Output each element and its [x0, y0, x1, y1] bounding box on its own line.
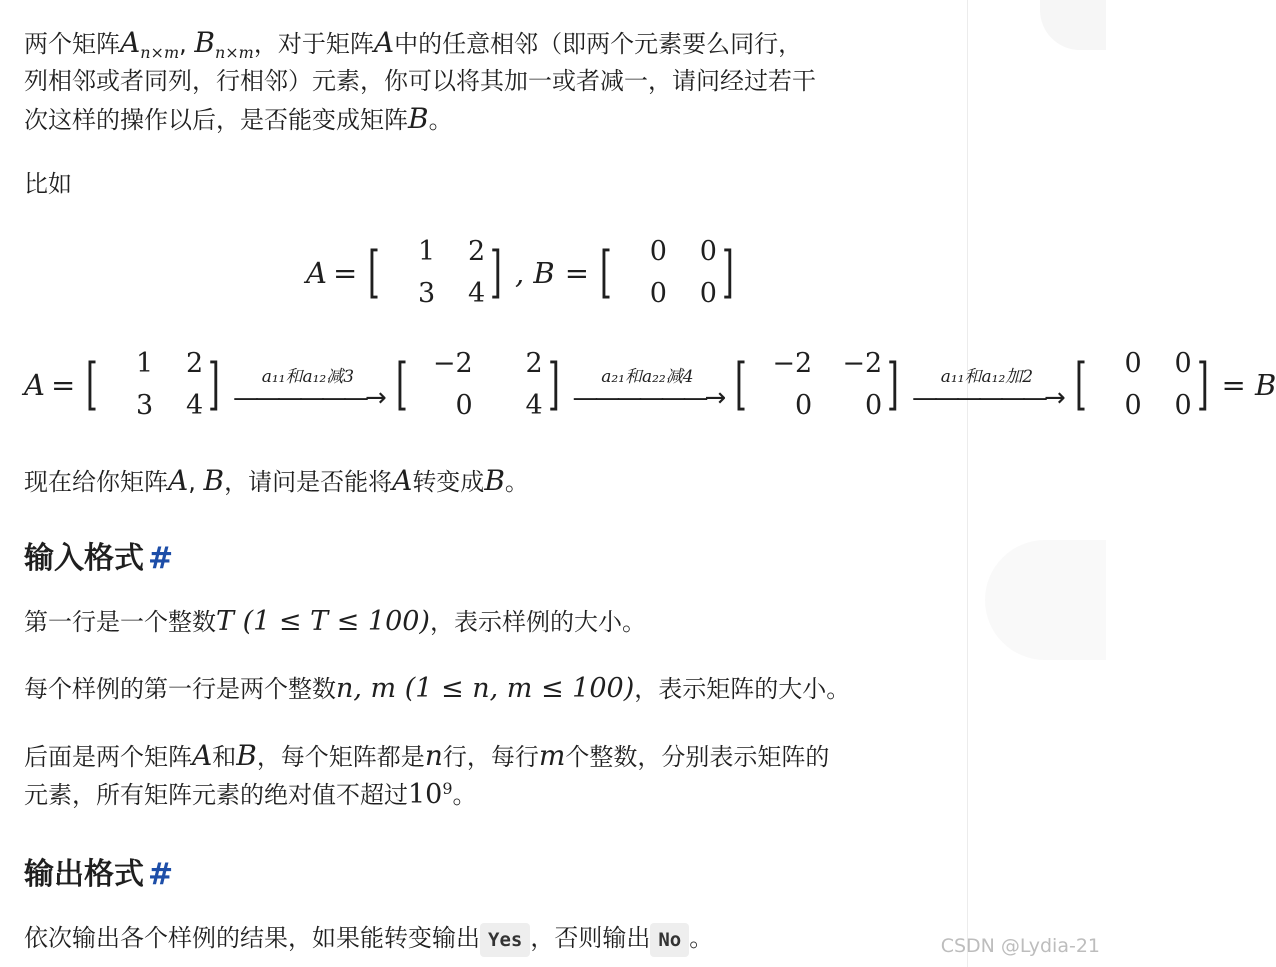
matrix-cell: 2 [525, 348, 543, 379]
bracket-left: [ [368, 240, 381, 305]
bracket-left: [ [86, 352, 99, 417]
input-text: 和 [212, 743, 237, 771]
bracket-right: ] [721, 240, 734, 305]
bracket-right: ] [208, 352, 221, 417]
input-text: ，表示矩阵的大小。 [634, 675, 851, 703]
bracket-left: [ [1074, 352, 1087, 417]
sidebar-ghost-shape [985, 540, 1106, 660]
matrix-cell: −2 [772, 348, 813, 379]
step-label: a₁₁和a₁₂加2 [940, 366, 1034, 387]
bracket-left: [ [395, 352, 408, 417]
matrix-cell: −2 [432, 348, 473, 379]
input-text: 后面是两个矩阵 [24, 743, 192, 771]
math-subscript: n×m [140, 42, 180, 62]
math-B: B [484, 464, 505, 497]
bracket-right: ] [1196, 352, 1209, 417]
matrix-grid [752, 344, 882, 426]
arrow-icon: ——————→ [912, 382, 1062, 413]
chain-matrix-1 [391, 344, 565, 426]
heading-text: 输出格式 [24, 857, 144, 892]
heading-anchor-link[interactable]: # [148, 857, 174, 892]
matrix-cell: −2 [842, 348, 883, 379]
matrix-cell: 2 [185, 348, 204, 379]
bracket-right: ] [490, 240, 503, 305]
math-m: m [538, 739, 566, 772]
math-exponent: 9 [442, 779, 453, 798]
chain-A-label: A [24, 368, 45, 402]
intro-text: 列相邻或者同列，行相邻）元素，你可以将其加一或者减一，请问经过若干 [24, 67, 816, 95]
chain-final: = B [1221, 368, 1276, 402]
example-label: 比如 [24, 170, 72, 198]
matrix-cell: 0 [794, 390, 813, 421]
math-A: A [373, 26, 395, 59]
step-arrow-2 [572, 362, 723, 413]
matrix-grid [413, 344, 543, 426]
eq-A-label: A [306, 256, 327, 290]
matrix-cell: 3 [135, 390, 154, 421]
matrix-cell: 4 [185, 390, 204, 421]
math-subscript: n×m [214, 42, 254, 62]
intro-text: 。 [428, 106, 453, 134]
question-text: 转变成 [412, 468, 485, 496]
input-text: ，表示样例的大小。 [429, 608, 646, 636]
math-A: A [168, 464, 189, 497]
matrix-cell: 1 [135, 348, 154, 379]
example-equation [306, 232, 739, 314]
input-text: 元素，所有矩阵元素的绝对值不超过 [24, 781, 408, 809]
arrow-icon: ——————→ [232, 382, 383, 413]
matrix-cell: 0 [699, 236, 717, 267]
heading-text: 输入格式 [24, 541, 144, 576]
input-line-2 [24, 670, 850, 708]
math-A: A [120, 26, 141, 59]
input-text: 个整数，分别表示矩阵的 [565, 743, 830, 771]
input-text: 第一行是一个整数 [24, 608, 216, 636]
matrix-cell: 4 [525, 390, 543, 421]
eq-sign: = [564, 256, 590, 290]
output-text: 。 [689, 924, 714, 952]
step-label: a₂₁和a₂₂减4 [601, 366, 694, 387]
intro-paragraph: 两个矩阵$A_{n\times m}$, $B_{n\times m}$，对于矩阵A中的任意相邻（即两个元素要么同行， 列相邻或者同列，行相邻）元素，你可以将其加一或者减一，请问经过若干 次这样的操作以后，是否能变成矩阵B。 [24, 26, 816, 135]
input-format-heading [24, 539, 173, 579]
matrix-cell: 0 [1124, 348, 1142, 379]
matrix-cell: 0 [455, 390, 473, 421]
sidebar-divider [967, 0, 968, 967]
bracket-right: ] [887, 352, 900, 417]
math-T-range: T (1 ≤ T ≤ 100) [216, 606, 430, 637]
matrix-cell: 0 [699, 278, 717, 309]
matrix-grid [385, 232, 485, 314]
matrix-cell: 3 [417, 278, 436, 309]
code-yes: Yes [480, 923, 530, 957]
input-line-1 [24, 603, 646, 641]
matrix-A [363, 232, 507, 314]
matrix-cell: 0 [1174, 348, 1192, 379]
matrix-cell: 4 [467, 278, 486, 309]
math-power-base: 10 [408, 779, 443, 810]
sidebar-ghost-top [1040, 0, 1106, 50]
code-no: No [650, 923, 689, 957]
intro-text: 两个矩阵 [24, 30, 120, 58]
matrix-cell: 0 [1174, 390, 1192, 421]
math-nm-range: n, m (1 ≤ n, m ≤ 100) [336, 673, 635, 704]
math-B: B [408, 102, 429, 135]
math-A: A [192, 739, 213, 772]
chain-matrix-3 [1070, 344, 1214, 426]
heading-anchor-link[interactable]: # [148, 541, 174, 576]
intro-text: 次这样的操作以后，是否能变成矩阵 [24, 106, 408, 134]
question-text: 现在给你矩阵 [24, 468, 168, 496]
eq-B-label: , B [514, 256, 555, 290]
input-text: 行，每行 [442, 743, 539, 771]
matrix-cell: 1 [417, 236, 436, 267]
math-B: B [236, 739, 257, 772]
question-paragraph: 现在给你矩阵A, B，请问是否能将A转变成B。 [24, 464, 529, 497]
matrix-cell: 2 [467, 236, 486, 267]
bracket-left: [ [735, 352, 748, 417]
bracket-left: [ [599, 240, 612, 305]
math-n: n [424, 739, 443, 772]
eq-sign: = [50, 368, 76, 402]
output-line [24, 920, 713, 959]
matrix-cell: 0 [864, 390, 883, 421]
output-format-heading [24, 855, 173, 895]
chain-matrix-start [81, 344, 225, 426]
matrix-cell: 0 [649, 278, 667, 309]
step-arrow-1 [232, 362, 383, 413]
bracket-right: ] [547, 352, 560, 417]
chain-matrix-2 [730, 344, 904, 426]
input-text: 。 [452, 781, 477, 809]
output-text: ，否则输出 [530, 924, 651, 952]
eq-sign: = [332, 256, 358, 290]
input-text: 每个样例的第一行是两个整数 [24, 675, 336, 703]
question-text: ，请问是否能将 [224, 468, 393, 496]
matrix-grid [617, 232, 717, 314]
matrix-grid [1092, 344, 1192, 426]
intro-text: 中的任意相邻（即两个元素要么同行， [394, 30, 803, 58]
math-B: B [203, 464, 225, 497]
question-text: 。 [504, 468, 529, 496]
transformation-chain [24, 344, 1276, 426]
matrix-grid [103, 344, 203, 426]
arrow-icon: ——————→ [572, 382, 723, 413]
output-text: 依次输出各个样例的结果，如果能转变输出 [24, 924, 480, 952]
input-text: ，每个矩阵都是 [256, 743, 425, 771]
intro-text: ，对于矩阵 [253, 30, 374, 58]
step-arrow-3 [912, 362, 1062, 413]
step-label: a₁₁和a₁₂减3 [261, 366, 355, 387]
matrix-B [595, 232, 739, 314]
matrix-cell: 0 [649, 236, 667, 267]
csdn-watermark: CSDN @Lydia-21 [940, 935, 1100, 957]
matrix-cell: 0 [1124, 390, 1142, 421]
input-line-3 [24, 737, 954, 814]
math-B: B [194, 26, 215, 59]
math-A: A [392, 464, 413, 497]
